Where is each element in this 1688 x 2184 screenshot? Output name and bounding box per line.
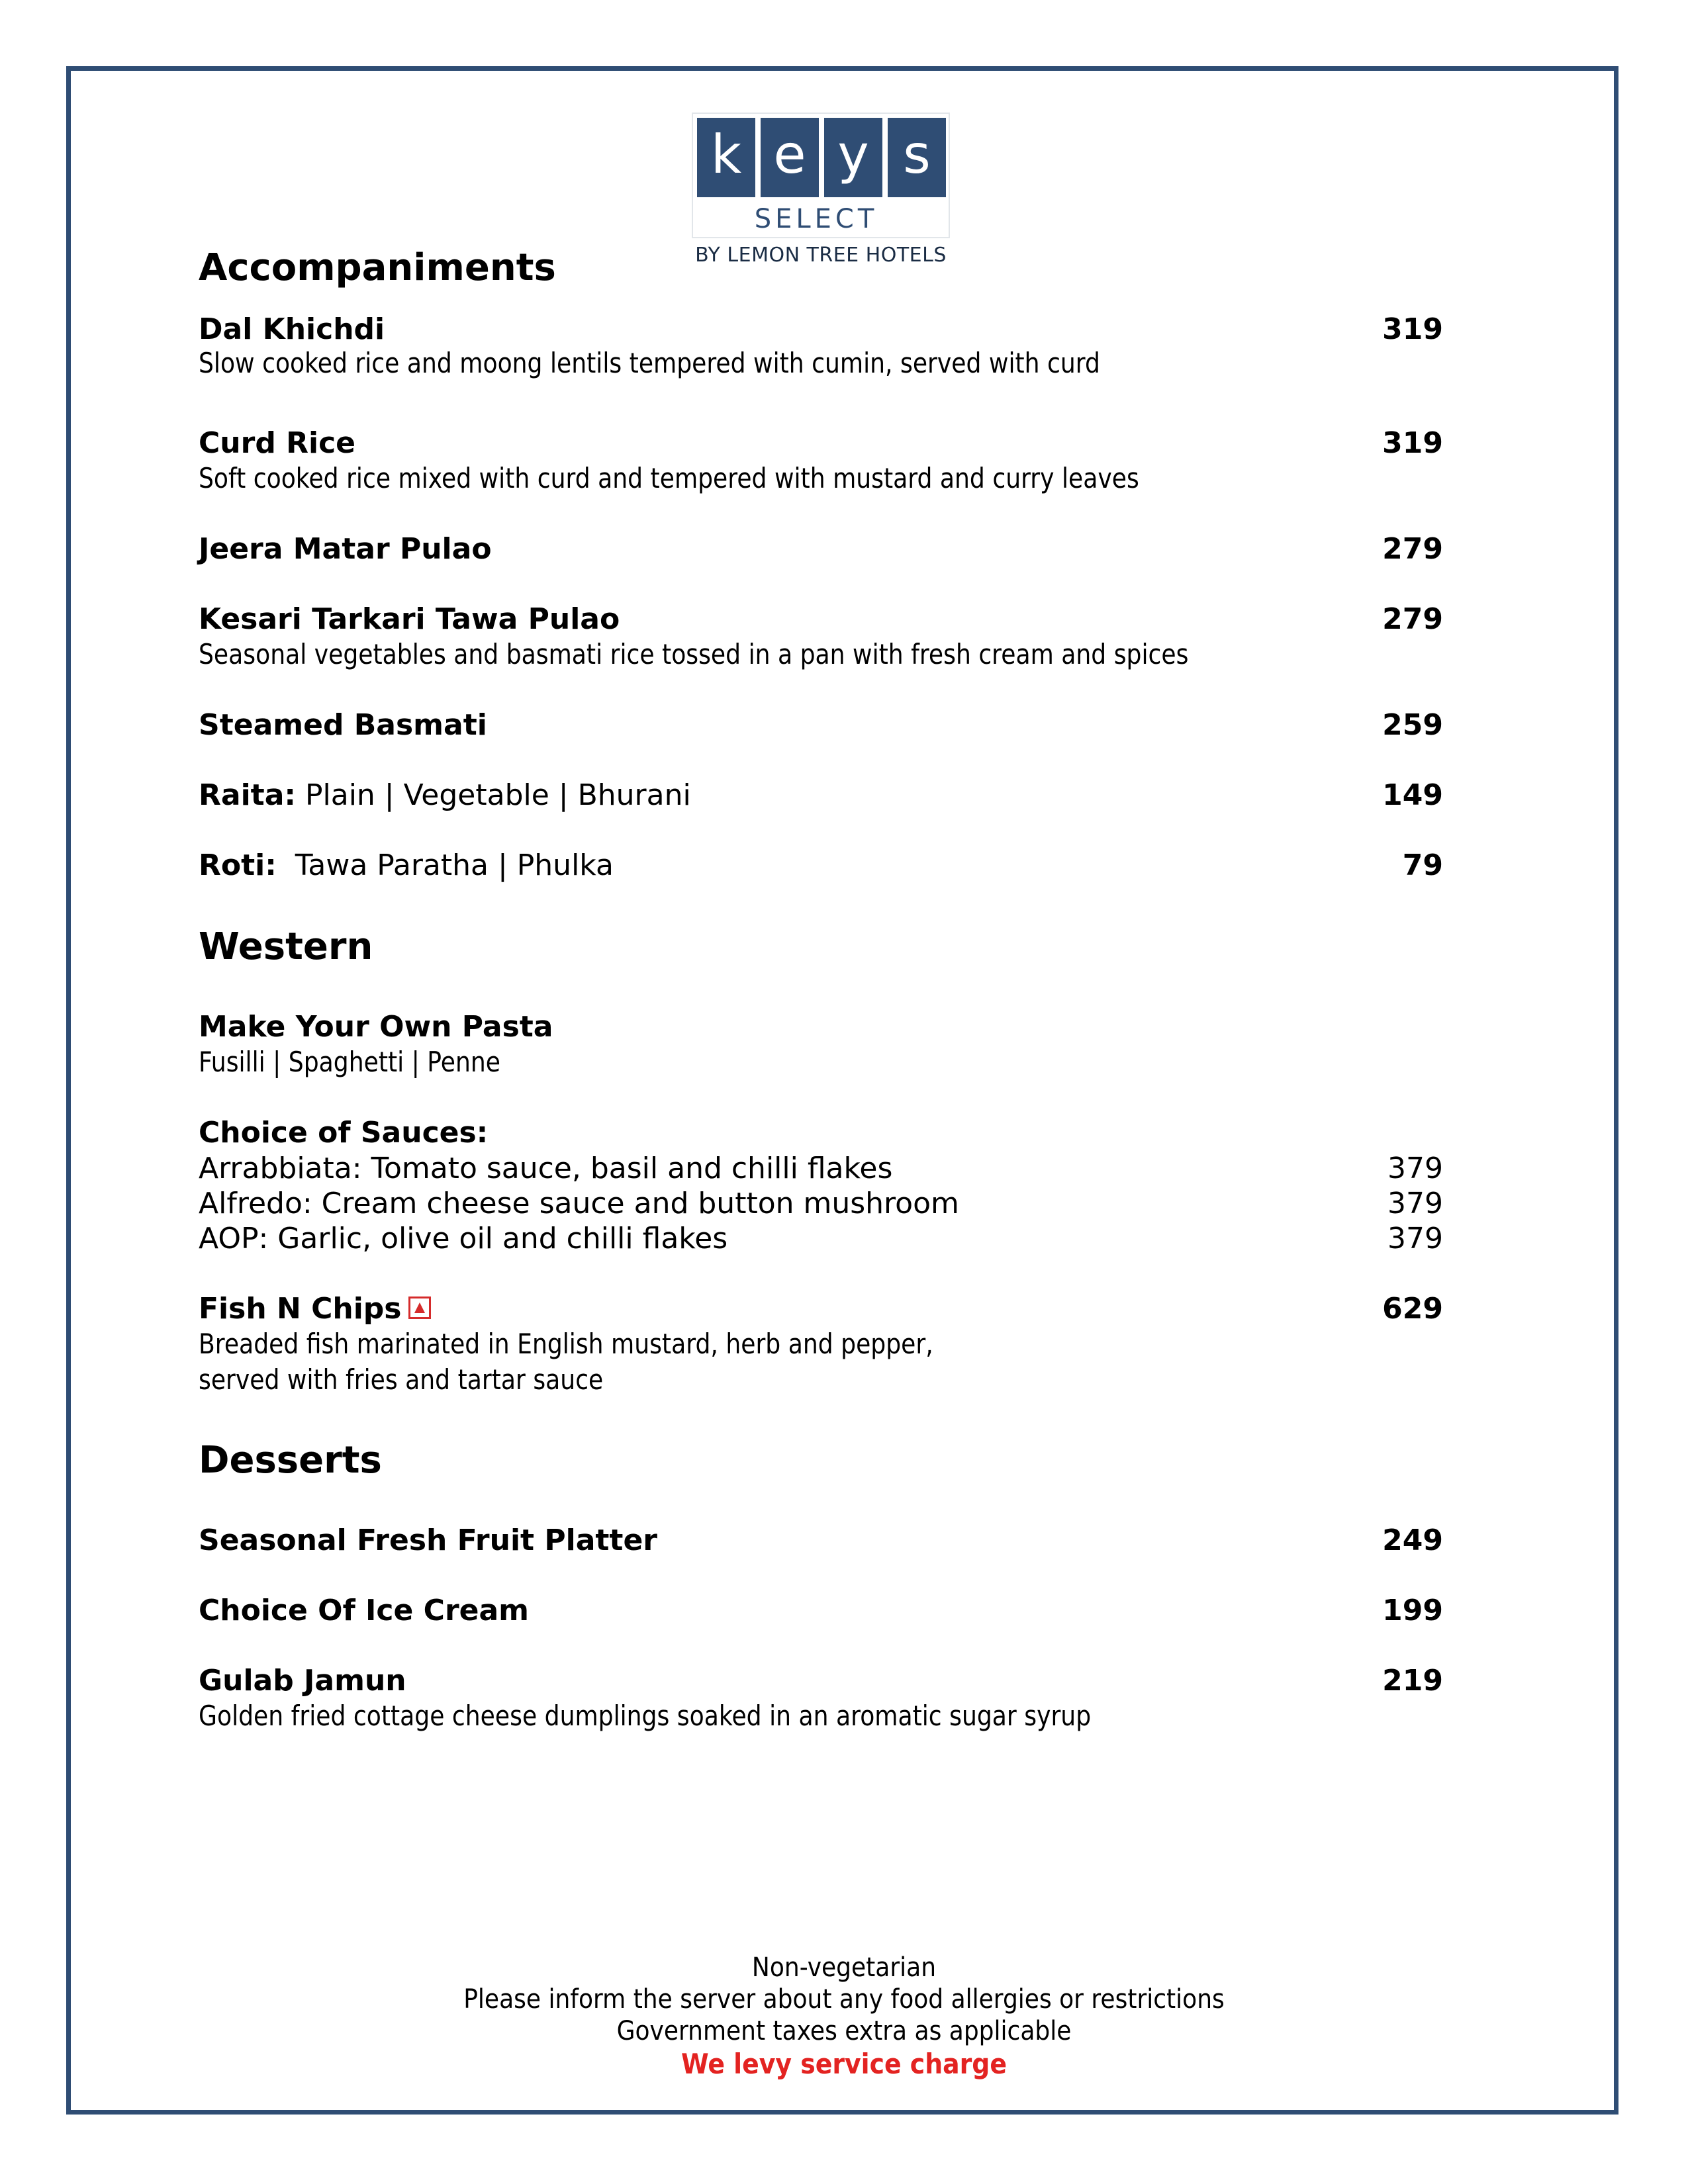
- item-name-jeera-matar-pulao: Jeera Matar Pulao: [199, 532, 492, 566]
- item-desc-dal-khichdi: Slow cooked rice and moong lentils tempered with cumin, served with curd: [199, 347, 1100, 379]
- item-desc-curd-rice: Soft cooked rice mixed with curd and tempered with mustard and curry leaves: [199, 462, 1139, 494]
- item-name-kesari-tarkari-tawa-pulao: Kesari Tarkari Tawa Pulao: [199, 602, 620, 636]
- sauce-price-alfredo: 379: [1387, 1187, 1443, 1220]
- footer-service-charge: We levy service charge: [681, 2048, 1007, 2080]
- sauce-arrabbiata: Arrabbiata: Tomato sauce, basil and chilli flakes: [199, 1152, 893, 1185]
- logo-letter-k: k: [697, 118, 755, 197]
- item-price-fruit-platter: 249: [1382, 1524, 1443, 1557]
- item-name-fish-n-chips: Fish N Chips: [199, 1292, 402, 1326]
- item-options-raita: Plain | Vegetable | Bhurani: [295, 778, 691, 812]
- item-name-roti: Roti:: [199, 848, 277, 882]
- footer-nonveg-note: Non-vegetarian: [751, 1952, 937, 1983]
- keys-select-logo: [692, 113, 950, 271]
- item-raita: [199, 778, 691, 812]
- logo-select: SELECT: [754, 204, 878, 234]
- item-roti: [199, 848, 614, 882]
- item-price-raita: 149: [1382, 778, 1443, 812]
- item-name-curd-rice: Curd Rice: [199, 426, 356, 460]
- item-price-kesari-tarkari-tawa-pulao: 279: [1382, 602, 1443, 636]
- item-desc-kesari-tarkari-tawa-pulao: Seasonal vegetables and basmati rice tossed in a pan with fresh cream and spices: [199, 638, 1189, 670]
- item-desc-fish-n-chips-2: served with fries and tartar sauce: [199, 1363, 604, 1396]
- logo-letter-y: y: [824, 118, 882, 197]
- sauce-price-arrabbiata: 379: [1387, 1152, 1443, 1185]
- section-title-western: Western: [199, 925, 373, 968]
- item-price-curd-rice: 319: [1382, 426, 1443, 460]
- item-desc-pasta: Fusilli | Spaghetti | Penne: [199, 1046, 501, 1078]
- footer-tax-note: Government taxes extra as applicable: [616, 2016, 1072, 2046]
- logo-tiles: [697, 118, 946, 197]
- item-price-gulab-jamun: 219: [1382, 1664, 1443, 1698]
- item-desc-fish-n-chips-1: Breaded fish marinated in English mustard, herb and pepper,: [199, 1328, 933, 1360]
- logo-tagline: BY LEMON TREE HOTELS: [695, 244, 947, 267]
- item-fish-n-chips: [199, 1292, 431, 1326]
- item-name-fruit-platter: Seasonal Fresh Fruit Platter: [199, 1524, 657, 1557]
- item-price-roti: 79: [1402, 848, 1443, 882]
- item-desc-gulab-jamun: Golden fried cottage cheese dumplings soaked in an aromatic sugar syrup: [199, 1700, 1092, 1732]
- item-price-fish-n-chips: 629: [1382, 1292, 1443, 1326]
- item-name-make-your-own-pasta: Make Your Own Pasta: [199, 1010, 553, 1044]
- item-name-dal-khichdi: Dal Khichdi: [199, 312, 385, 346]
- sauce-aop: AOP: Garlic, olive oil and chilli flakes: [199, 1222, 728, 1255]
- sauces-title: Choice of Sauces:: [199, 1116, 489, 1150]
- section-title-accompaniments: Accompaniments: [199, 246, 556, 289]
- item-price-dal-khichdi: 319: [1382, 312, 1443, 346]
- item-name-gulab-jamun: Gulab Jamun: [199, 1664, 406, 1698]
- item-name-steamed-basmati: Steamed Basmati: [199, 708, 487, 742]
- item-name-ice-cream: Choice Of Ice Cream: [199, 1594, 530, 1627]
- item-price-ice-cream: 199: [1382, 1594, 1443, 1627]
- footer-allergy-note: Please inform the server about any food allergies or restrictions: [463, 1984, 1225, 2015]
- sauce-alfredo: Alfredo: Cream cheese sauce and button mushroom: [199, 1187, 959, 1220]
- item-name-raita: Raita:: [199, 778, 296, 812]
- item-options-roti: Tawa Paratha | Phulka: [276, 848, 614, 882]
- logo-letter-s: s: [888, 118, 946, 197]
- section-title-desserts: Desserts: [199, 1439, 382, 1482]
- item-price-steamed-basmati: 259: [1382, 708, 1443, 742]
- sauce-price-aop: 379: [1387, 1222, 1443, 1255]
- nonveg-indicator-icon: [408, 1297, 431, 1319]
- item-price-jeera-matar-pulao: 279: [1382, 532, 1443, 566]
- logo-letter-e: e: [761, 118, 819, 197]
